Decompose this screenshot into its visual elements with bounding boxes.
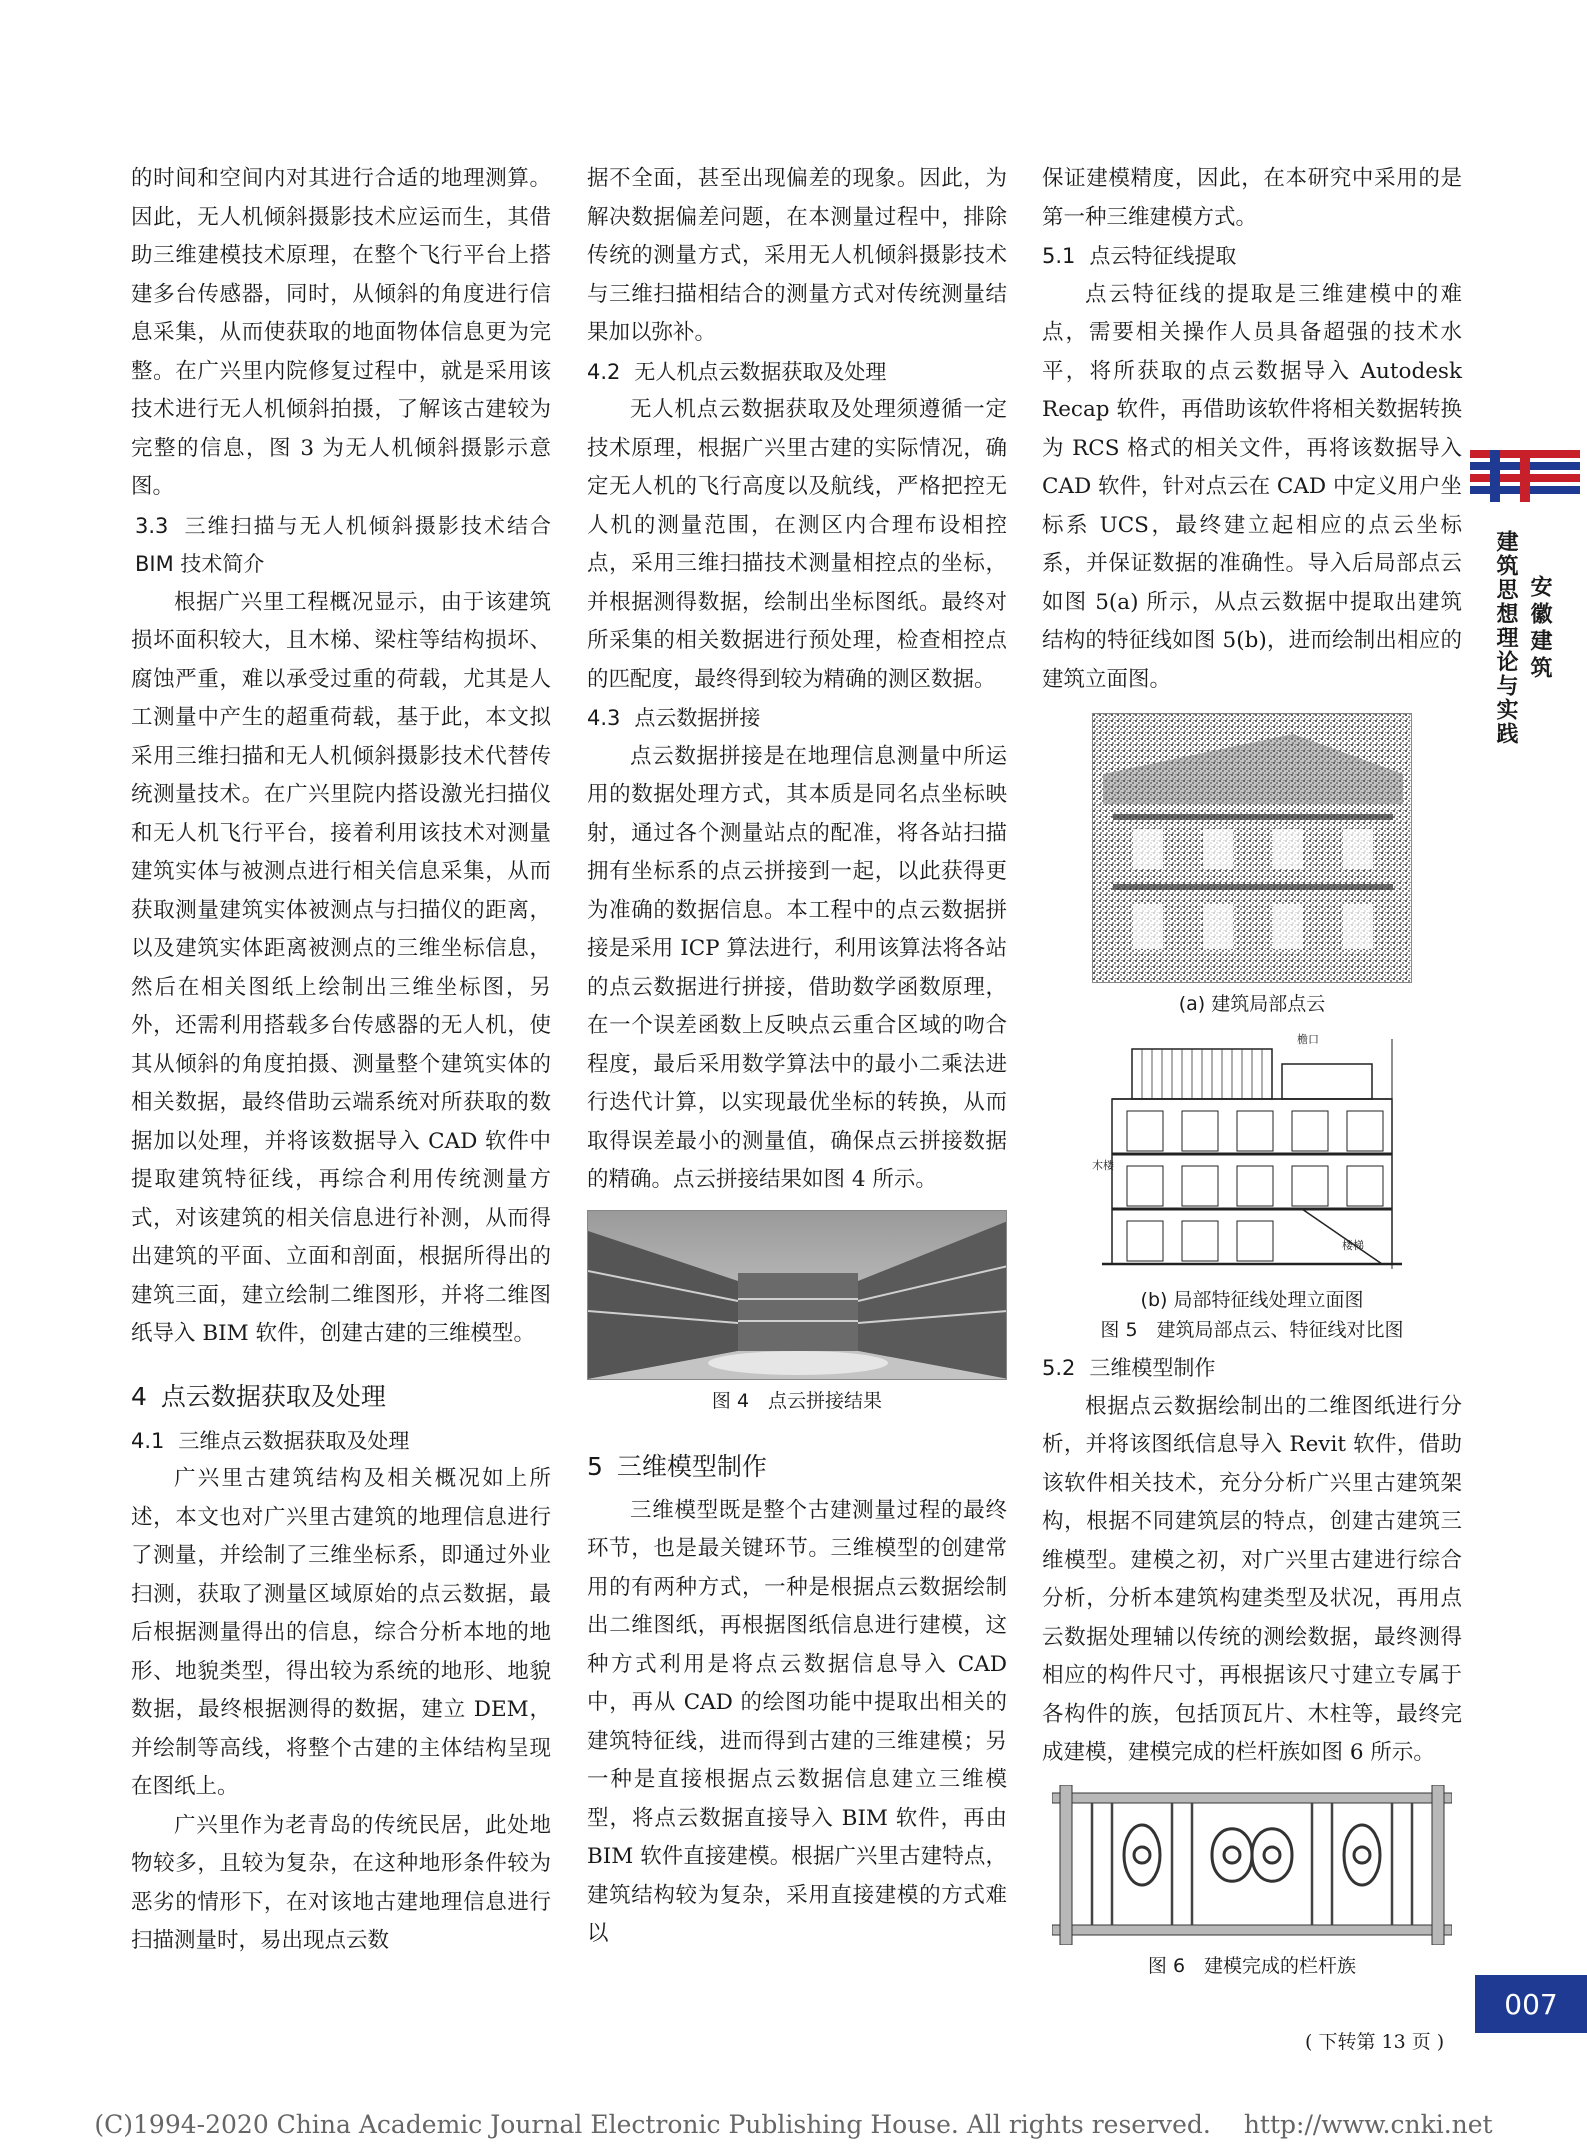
section-title: 无人机点云数据获取及处理 (634, 359, 887, 384)
elevation-label-wood-floor: 木楼 (1092, 1159, 1114, 1172)
section-heading-4-1 (131, 1422, 551, 1461)
section-number: 4.1 (131, 1428, 165, 1453)
body-paragraph: 广兴里古建筑结构及相关概况如上所述，本文也对广兴里古建筑的地理信息进行了测量，并绘制了三维坐标系，即通过外业扫测，获取了测量区域原始的点云数据，最后根据测量得出的信息，综合分析本地的地形、地貌类型，得出较为系统的地形、地貌数据，最终根据测得的数据，建立 DEM，并绘制等高线，将整个古建的主体结构呈现在图纸上。 (131, 1466, 551, 1799)
body-paragraph: 广兴里作为老青岛的传统民居，此处地物较多，且较为复杂，在这种地形条件较为恶劣的情形下，在对该地古建地理信息进行扫描测量时，易出现点云数 (131, 1812, 551, 1953)
section-heading-5-2 (1042, 1349, 1462, 1388)
figure-6-caption: 图 6 建模完成的栏杆族 (1147, 1954, 1357, 1977)
figure-6-railing-image (1052, 1785, 1452, 1945)
section-title: 三维扫描与无人机倾斜摄影技术结合 BIM 技术简介 (135, 513, 551, 576)
railing-family-graphic (1052, 1785, 1452, 1945)
column-2 (587, 160, 1007, 1954)
side-tab-journal-name: 安徽建筑 (1527, 575, 1552, 683)
body-paragraph: 三维模型既是整个古建测量过程的最终环节，也是最关键环节。三维模型的创建常用的有两种方式，一种是根据点云数据绘制出二维图纸，再根据图纸信息进行建模，这种方式利用是将点云数据信息导入 CAD 中，再从 CAD 的绘图功能中提取出相关的建筑特征线，进而得到古建的三维建模；另一种是直接根据点云数据信息建立三维模型，将点云数据直接导入 BIM 软件，再由 BIM 软件直接建模。根据广兴里古建特点，建筑结构较为复杂，采用直接建模的方式难以 (587, 1497, 1007, 1946)
column-1 (131, 160, 551, 1961)
figure-5b-caption: (b) 局部特征线处理立面图 (1140, 1289, 1364, 1311)
section-number: 3.3 (135, 513, 169, 538)
figure-5a (1092, 713, 1412, 1019)
copyright-footer: (C)1994-2020 China Academic Journal Electronic Publishing House. All rights reserved. http://www.cnki.net (94, 2110, 1493, 2139)
figure-5b-elevation-drawing (1092, 1029, 1412, 1279)
figure-4-point-cloud-image (587, 1210, 1007, 1380)
figure-5a-caption: (a) 建筑局部点云 (1178, 993, 1326, 1015)
body-paragraph: 保证建模精度，因此，在本研究中采用的是第一种三维建模方式。 (1042, 166, 1462, 230)
section-heading-5-1 (1042, 237, 1462, 276)
elevation-label-eaves: 檐口 (1297, 1033, 1319, 1046)
section-title: 三维点云数据获取及处理 (178, 1428, 410, 1453)
section-heading-4-2 (587, 353, 1007, 392)
figure-6 (1052, 1785, 1452, 1981)
side-tab-category: 建筑思想理论与实践 (1493, 530, 1518, 746)
body-paragraph: 根据广兴里工程概况显示，由于该建筑损坏面积较大，且木梯、梁柱等结构损坏、腐蚀严重，难以承受过重的荷载，尤其是人工测量中产生的超重荷载，基于此，本文拟采用三维扫描和无人机倾斜摄影技术代替传统测量技术。在广兴里院内搭设激光扫描仪和无人机飞行平台，接着利用该技术对测量建筑实体与被测点进行相关信息采集，从而获取测量建筑实体被测点与扫描仪的距离，以及建筑实体距离被测点的三维坐标信息，然后在相关图纸上绘制出三维坐标图，另外，还需利用搭载多台传感器的无人机，使其从倾斜的角度拍摄、测量整个建筑实体的相关数据，最终借助云端系统对所获取的数据加以处理，并将该数据导入 CAD 软件中提取建筑特征线，再综合利用传统测量方式，对该建筑的相关信息进行补测，从而得出建筑的平面、立面和剖面，根据所得出的建筑三面，建立绘制二维图形，并将二维图纸导入 BIM 软件，创建古建的三维模型。 (131, 589, 551, 1346)
body-paragraph: 点云特征线的提取是三维建模中的难点，需要相关操作人员具备超强的技术水平，将所获取的点云数据导入 Autodesk Recap 软件，再借助该软件将相关数据转换为 RCS 格式的相关文件，再将该数据导入 CAD 软件，针对点云在 CAD 中定义用户坐标系 UCS，最终建立起相应的点云坐标系，并保证数据的准确性。导入后局部点云如图 5(a) 所示，从点云数据中提取出建筑结构的特征线如图 5(b)，进而绘制出相应的建筑立面图。 (1042, 281, 1462, 692)
elevation-label-stair: 楼梯 (1342, 1239, 1364, 1252)
page-number: 007 (1475, 1975, 1587, 2033)
section-heading-3-3 (131, 507, 551, 584)
figure-5-caption: 图 5 建筑局部点云、特征线对比图 (1100, 1319, 1404, 1341)
section-number: 5.1 (1042, 244, 1076, 268)
section-title: 点云数据拼接 (634, 706, 761, 730)
section-number: 5.2 (1042, 1356, 1076, 1380)
section-title: 点云特征线提取 (1089, 244, 1237, 268)
section-heading-4-3 (587, 699, 1007, 738)
body-paragraph: 根据点云数据绘制出的二维图纸进行分析，并将该图纸信息导入 Revit 软件，借助该软件相关技术，充分分析广兴里古建筑架构，根据不同建筑层的特点，创建古建筑三维模型。建模之初，对广兴里古建进行综合分析，分析本建筑构建类型及状况，再用点云数据处理辅以传统的测绘数据，最终测得相应的构件尺寸，再根据该尺寸建立专属于各构件的族，包括顶瓦片、木柱等，最终完成建模，建模完成的栏杆族如图 6 所示。 (1042, 1393, 1462, 1765)
section-heading-4 (131, 1376, 551, 1418)
continued-note: ( 下转第 13 页 ) (1305, 2031, 1445, 2053)
section-number: 4 (131, 1381, 147, 1411)
point-cloud-courtyard-graphic (588, 1211, 1007, 1379)
body-paragraph: 无人机点云数据获取及处理须遵循一定技术原理，根据广兴里古建的实际情况，确定无人机的飞行高度以及航线，严格把控无人机的测量范围，在测区内合理布设相控点，采用三维扫描技术测量相控点的坐标，并根据测得数据，绘制出坐标图纸。最终对所采集的相关数据进行预处理，检查相控点的匹配度，最终得到较为精确的测区数据。 (587, 397, 1007, 692)
section-title: 三维模型制作 (616, 1451, 767, 1481)
body-paragraph: 据不全面，甚至出现偏差的现象。因此，为解决数据偏差问题，在本测量过程中，排除传统的测量方式，采用无人机倾斜摄影技术与三维扫描相结合的测量方式对传统测量结果加以弥补。 (587, 166, 1007, 345)
section-heading-5 (587, 1446, 1007, 1488)
journal-logo-icon (1470, 450, 1580, 502)
figure-4-caption: 图 4 点云拼接结果 (711, 1389, 883, 1412)
body-paragraph: 的时间和空间内对其进行合适的地理测算。因此，无人机倾斜摄影技术应运而生，其借助三维建模技术原理，在整个飞行平台上搭建多台传感器，同时，从倾斜的角度进行信息采集，从而使获取的地面物体信息更为完整。在广兴里内院修复过程中，就是采用该技术进行无人机倾斜拍摄，了解该古建较为完整的信息，图 3 为无人机倾斜摄影示意图。 (131, 166, 551, 499)
body-paragraph: 点云数据拼接是在地理信息测量中所运用的数据处理方式，其本质是同名点坐标映射，通过各个测量站点的配准，将各站扫描拥有坐标系的点云拼接到一起，以此获得更为准确的数据信息。本工程中的点云数据拼接是采用 ICP 算法进行，利用该算法将各站的点云数据进行拼接，借助数学函数原理，在一个误差函数上反映点云重合区域的吻合程度，最后采用数学算法中的最小二乘法进行迭代计算，以实现最优坐标的转换，从而取得误差最小的测量值，确保点云拼接数据的精确。点云拼接结果如图 4 所示。 (587, 743, 1007, 1192)
section-title: 三维模型制作 (1089, 1356, 1216, 1380)
section-title: 点云数据获取及处理 (160, 1381, 386, 1411)
section-number: 5 (587, 1451, 603, 1481)
figure-5a-point-cloud-image (1092, 713, 1412, 983)
column-3 (1042, 160, 1462, 1981)
elevation-line-drawing (1092, 1029, 1412, 1279)
figure-5b (1092, 1029, 1412, 1315)
section-number: 4.3 (587, 706, 621, 730)
section-number: 4.2 (587, 359, 621, 384)
building-point-cloud-graphic (1093, 714, 1412, 982)
